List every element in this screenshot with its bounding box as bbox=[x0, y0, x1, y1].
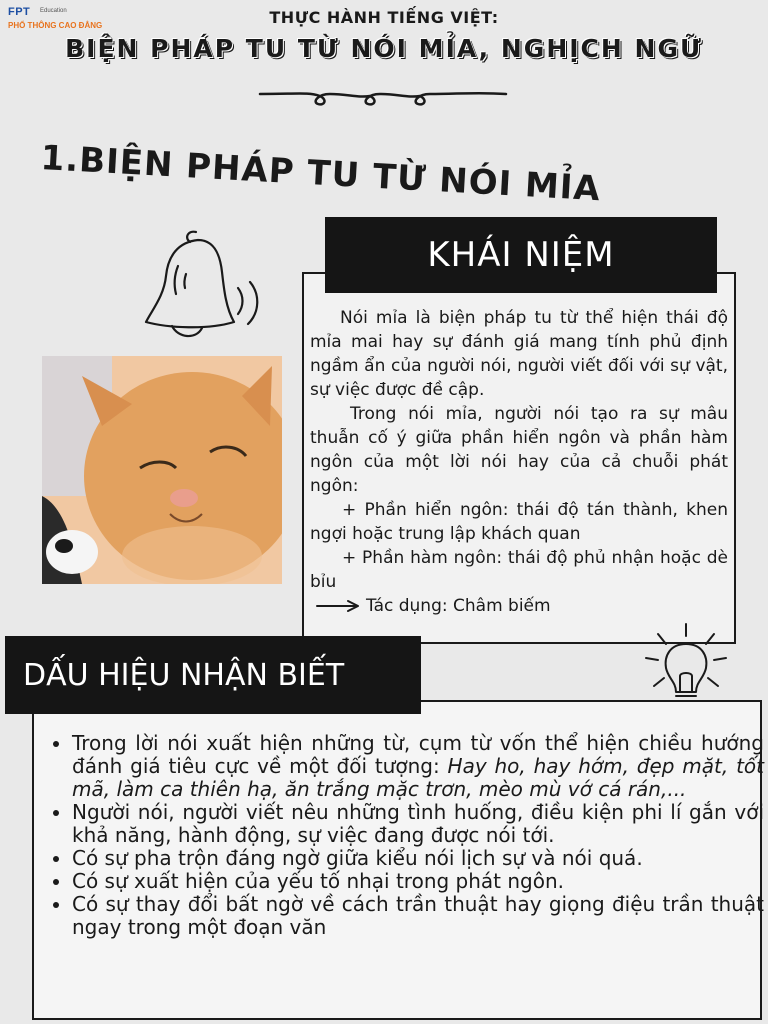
concept-paragraph-2: Trong nói mỉa, người nói tạo ra sự mâu thuẫn cố ý giữa phần hiển ngôn và phần hàm ngôn của một lời nói hay của cả chuỗi phát ngôn: bbox=[310, 404, 728, 496]
list-item: • Có sự thay đổi bất ngờ về cách trần thuật hay giọng điệu trần thuật ngay trong một đoạn văn bbox=[72, 893, 764, 939]
sign-1-text: Trong lời nói xuất hiện những từ, cụm từ vốn thể hiện chiều hướng đánh giá tiêu cực về một đối tượng: bbox=[72, 731, 764, 778]
list-item: • Người nói, người viết nêu những tình huống, điều kiện phi lí gắn với khả năng, hành động, sự việc đang được nói tới. bbox=[72, 801, 764, 847]
concept-effect: Tác dụng: Châm biếm bbox=[366, 596, 551, 616]
logo-school: PHỔ THÔNG CAO ĐẲNG bbox=[8, 21, 103, 30]
concept-bullet-2: + Phần hàm ngôn: thái độ phủ nhận hoặc dè bỉu bbox=[310, 548, 728, 592]
logo-brand-sub: Education bbox=[40, 8, 67, 14]
page-title: BIỆN PHÁP TU TỪ NÓI MỈA, NGHỊCH NGỮ bbox=[65, 34, 703, 63]
section-title: 1.BIỆN PHÁP TU TỪ NÓI MỈA bbox=[39, 138, 602, 210]
cat-illustration bbox=[42, 356, 282, 584]
bell-icon bbox=[138, 226, 278, 346]
cat-photo bbox=[42, 356, 282, 584]
arrow-right-icon bbox=[316, 599, 360, 613]
page-subtitle: THỰC HÀNH TIẾNG VIỆT: bbox=[269, 8, 499, 27]
concept-effect-line bbox=[310, 594, 728, 618]
concept-text bbox=[310, 306, 728, 618]
list-item bbox=[72, 732, 764, 801]
sign-1-examples: Hay ho, hay hớm, đẹp mặt, tốt mã, làm ca thiên hạ, ăn trắng mặc trơn, mèo mù vớ cá rán,... bbox=[72, 754, 764, 801]
signs-list bbox=[48, 732, 764, 939]
concept-paragraph-1: Nói mỉa là biện pháp tu từ thể hiện thái độ mỉa mai hay sự đánh giá mang tính phủ định ngầm ẩn của người nói, người viết đối với sự vật, sự việc được đề cập. bbox=[310, 308, 728, 400]
signs-header: DẤU HIỆU NHẬN BIẾT bbox=[5, 636, 421, 714]
concept-bullet-1: + Phần hiển ngôn: thái độ tán thành, khen ngợi hoặc trung lập khách quan bbox=[310, 500, 728, 544]
list-item: • Có sự xuất hiện của yếu tố nhại trong phát ngôn. bbox=[72, 870, 764, 893]
logo-brand: FPT bbox=[8, 6, 31, 18]
concept-header: KHÁI NIỆM bbox=[325, 217, 717, 293]
swirl-divider-icon bbox=[258, 84, 508, 112]
list-item: • Có sự pha trộn đáng ngờ giữa kiểu nói lịch sự và nói quá. bbox=[72, 847, 764, 870]
